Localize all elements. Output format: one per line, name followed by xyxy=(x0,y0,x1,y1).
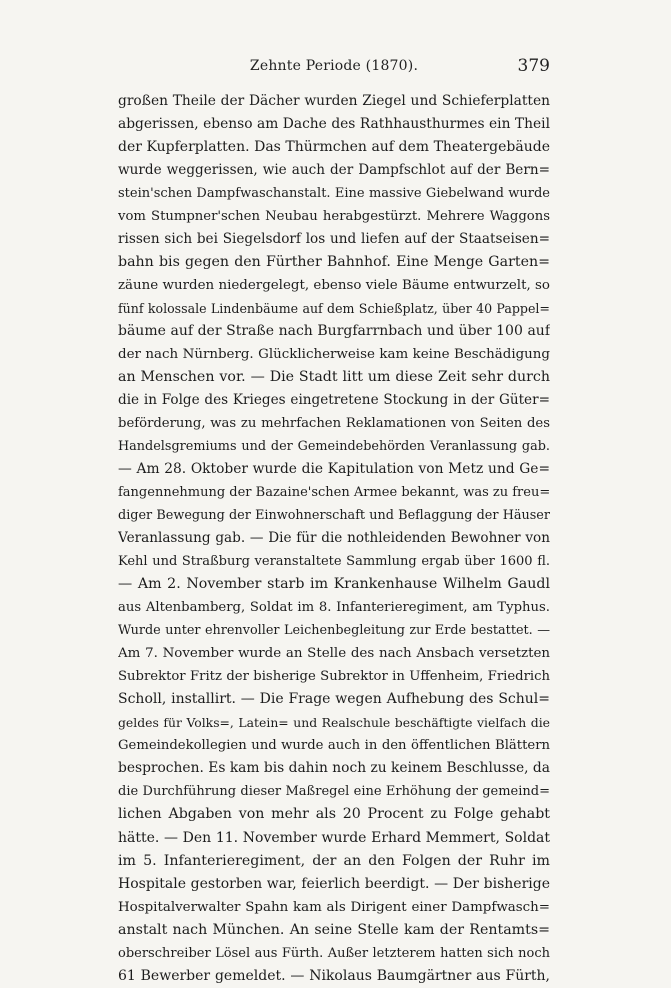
text-line: im 5. Infanterieregiment, der an den Folgen der Ruhr im xyxy=(118,852,550,869)
text-line: großen Theile der Dächer wurden Ziegel und Schieferplatten xyxy=(118,93,550,109)
text-line: bäume auf der Straße nach Burgfarrnbach und über 100 auf xyxy=(118,323,550,340)
text-line: diger Bewegung der Einwohnerschaft und Beflaggung der Häuser xyxy=(118,508,550,524)
text-line: Kehl und Straßburg veranstaltete Sammlung ergab über 1600 fl. xyxy=(118,554,550,570)
text-line: 61 Bewerber gemeldet. — Nikolaus Baumgärtner aus Fürth, xyxy=(118,967,550,984)
text-line: — Am 2. November starb im Krankenhause Wilhelm Gaudl xyxy=(118,576,550,593)
text-line: aus Altenbamberg, Soldat im 8. Infanterieregiment, am Typhus. xyxy=(118,600,550,616)
page-number: 379 xyxy=(517,56,550,76)
text-line: geldes für Volks=, Latein= und Realschule beschäftigte vielfach die xyxy=(118,715,550,731)
text-line: bahn bis gegen den Fürther Bahnhof. Eine Menge Garten= xyxy=(118,254,550,271)
text-line: Subrektor Fritz der bisherige Subrektor in Uffenheim, Friedrich xyxy=(118,669,550,685)
running-title: Zehnte Periode (1870). xyxy=(249,58,419,74)
text-line: Hospitalverwalter Spahn kam als Dirigent einer Dampfwasch= xyxy=(118,899,550,915)
text-line: zäune wurden niedergelegt, ebenso viele Bäume entwurzelt, so xyxy=(118,278,550,294)
text-line: an Menschen vor. — Die Stadt litt um diese Zeit sehr durch xyxy=(118,369,550,386)
text-line: hätte. — Den 11. November wurde Erhard Memmert, Soldat xyxy=(118,829,550,846)
text-line: rissen sich bei Siegelsdorf los und liefen auf der Staatseisen= xyxy=(118,231,550,248)
text-line: Scholl, installirt. — Die Frage wegen Aufhebung des Schul= xyxy=(118,691,550,708)
text-line: — Am 28. Oktober wurde die Kapitulation von Metz und Ge= xyxy=(118,461,550,478)
text-line: die in Folge des Krieges eingetretene Stockung in der Güter= xyxy=(118,392,550,409)
text-line: stein'schen Dampfwaschanstalt. Eine massive Giebelwand wurde xyxy=(118,186,550,202)
text-line: Wurde unter ehrenvoller Leichenbegleitung zur Erde bestattet. — xyxy=(118,623,550,639)
body-text xyxy=(118,90,550,988)
text-line: Gemeindekollegien und wurde auch in den öffentlichen Blättern xyxy=(118,738,550,754)
text-line: Veranlassung gab. — Die für die nothleidenden Bewohner von xyxy=(118,530,550,547)
text-line: besprochen. Es kam bis dahin noch zu keinem Beschlusse, da xyxy=(118,760,550,777)
text-line: abgerissen, ebenso am Dache des Rathhausthurmes ein Theil xyxy=(118,116,550,133)
text-line: Handelsgremiums und der Gemeindebehörden Veranlassung gab. xyxy=(118,439,550,455)
text-line: fünf kolossale Lindenbäume auf dem Schießplatz, über 40 Pappel= xyxy=(118,301,550,317)
text-line: anstalt nach München. An seine Stelle kam der Rentamts= xyxy=(118,921,550,938)
text-line: fangennehmung der Bazaine'schen Armee bekannt, was zu freu= xyxy=(118,485,550,501)
text-line: der Kupferplatten. Das Thürmchen auf dem Theatergebäude xyxy=(118,139,550,156)
text-line: beförderung, was zu mehrfachen Reklamationen von Seiten des xyxy=(118,416,550,432)
page-header xyxy=(118,56,550,78)
text-line: vom Stumpner'schen Neubau herabgestürzt. Mehrere Waggons xyxy=(118,209,550,225)
text-line: Hospitale gestorben war, feierlich beerdigt. — Der bisherige xyxy=(118,875,550,892)
text-line: der nach Nürnberg. Glücklicherweise kam keine Beschädigung xyxy=(118,347,550,363)
text-line: die Durchführung dieser Maßregel eine Erhöhung der gemeind= xyxy=(118,784,550,800)
text-line: lichen Abgaben von mehr als 20 Procent zu Folge gehabt xyxy=(118,806,550,823)
text-line: wurde weggerissen, wie auch der Dampfschlot auf der Bern= xyxy=(118,162,550,179)
text-line: Am 7. November wurde an Stelle des nach Ansbach versetzten xyxy=(118,646,550,662)
text-line: oberschreiber Lösel aus Fürth. Außer letzterem hatten sich noch xyxy=(118,945,550,961)
